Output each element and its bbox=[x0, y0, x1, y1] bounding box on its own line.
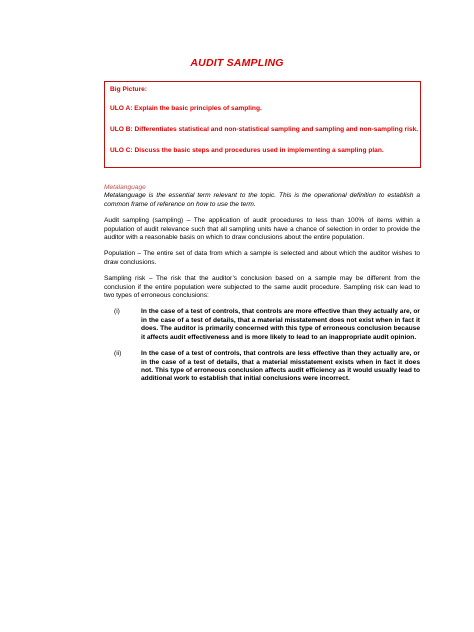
list-item bbox=[114, 350, 420, 384]
big-picture-heading: Big Picture: bbox=[110, 86, 148, 93]
list-item-number: (ii) bbox=[114, 350, 122, 358]
population-definition: Population – The entire set of data from which a sample is selected and about which the auditor wishes to draw conclusions. bbox=[104, 250, 420, 266]
document-title: AUDIT SAMPLING bbox=[190, 57, 284, 69]
list-item-text: In the case of a test of controls, that controls are more effective than they actually are, or in the case of a test of details, that a material misstatement does not exist when in fact it does. The auditor is primarily concerned with this type of erroneous conclusion because it affects audit effectiveness and is more likely to lead to an inappropriate audit opinion. bbox=[141, 308, 420, 341]
ulo-c: ULO C: Discuss the basic steps and procedures used in implementing a sampling plan. bbox=[110, 147, 384, 154]
document-body bbox=[104, 184, 420, 392]
ulo-a: ULO A: Explain the basic principles of sampling. bbox=[110, 105, 262, 112]
ulo-b: ULO B: Differentiates statistical and non-statistical sampling and sampling and non-sampling risk. bbox=[110, 126, 419, 133]
audit-sampling-definition: Audit sampling (sampling) – The application of audit procedures to less than 100% of items within a population of audit relevance such that all sampling units have a chance of selection in order to provide the auditor with a reasonable basis on which to draw conclusions about the entire population. bbox=[104, 217, 420, 242]
list-item-number: (i) bbox=[114, 308, 120, 316]
list-item-text: In the case of a test of controls, that controls are less effective than they actually are, or in the case of a test of details, that a material misstatement exists when in fact it does not. This type of erroneous conclusion affects audit efficiency as it would usually lead to additional work to establish that initial conclusions were incorrect. bbox=[141, 350, 420, 383]
metalanguage-heading: Metalanguage bbox=[104, 184, 146, 191]
metalanguage-text: Metalanguage is the essential term relevant to the topic. This is the operational definition to establish a common frame of reference on how to use the term. bbox=[104, 192, 420, 208]
list-item bbox=[114, 308, 420, 342]
erroneous-conclusions-list bbox=[104, 308, 420, 383]
big-picture-box bbox=[104, 81, 421, 168]
sampling-risk-definition: Sampling risk – The risk that the auditor’s conclusion based on a sample may be different from the conclusion if the entire population were subjected to the same audit procedure. Sampling risk can lead to two types of erroneous conclusions: bbox=[104, 275, 420, 300]
